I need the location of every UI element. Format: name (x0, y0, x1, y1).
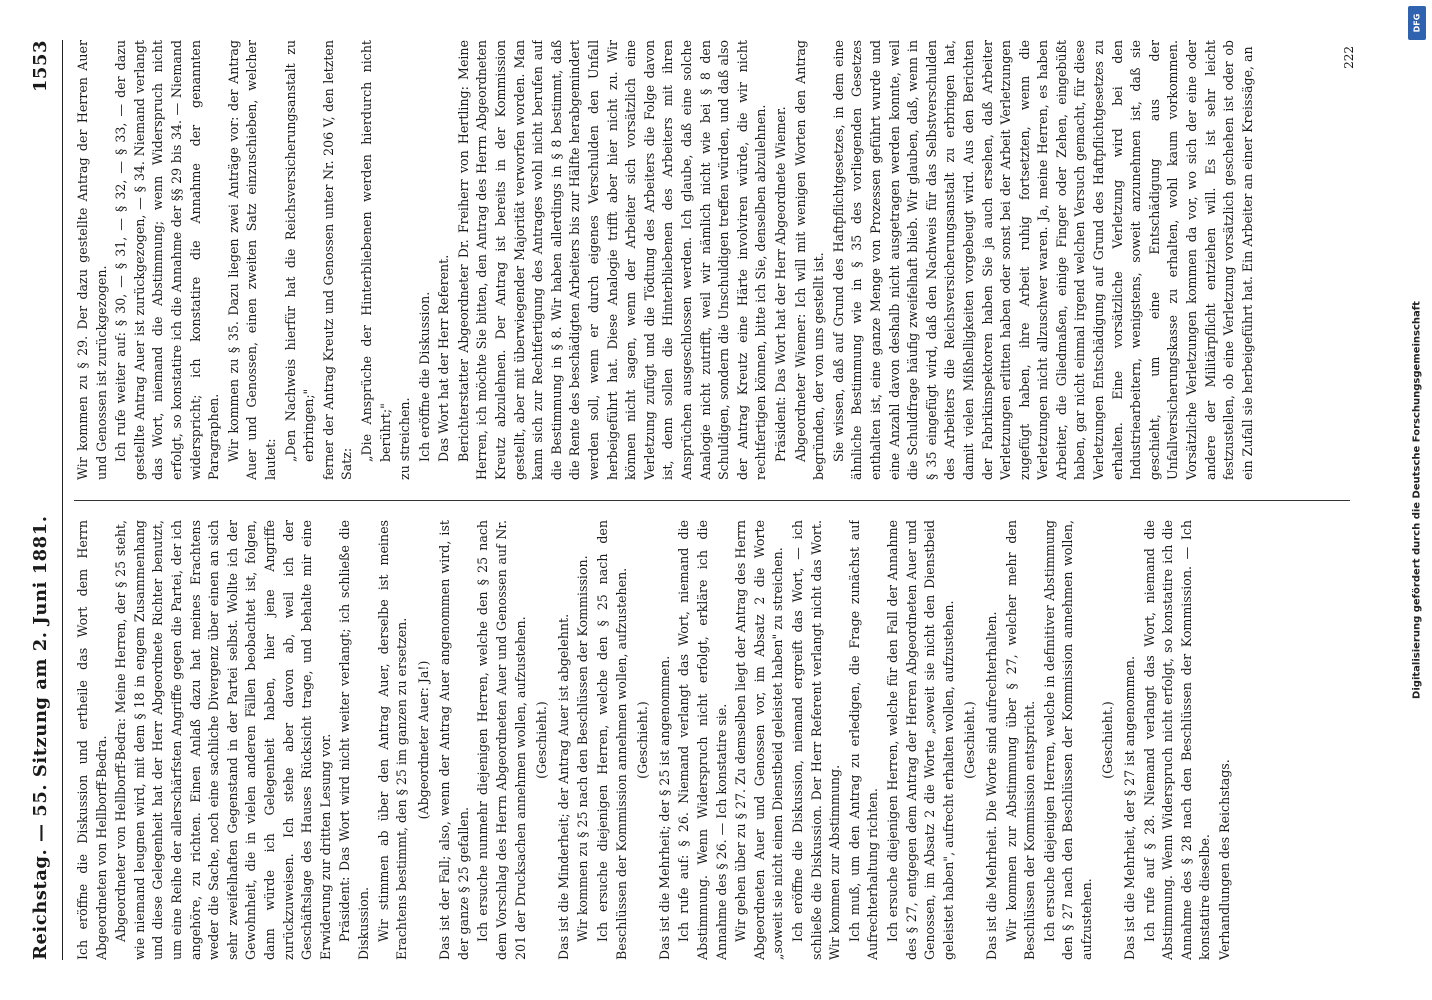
paragraph: Das ist die Mehrheit. Die Worte sind aufrechterhalten. (983, 611, 999, 960)
paragraph: Ich ersuche diejenigen Herren, welche den § 25 nach den Beschlüssen der Kommission annehmen wollen, aufzustehen. (595, 520, 629, 960)
paragraph: Sie wissen, daß auf Grund des Haftpflichtgesetzes, in dem eine ähnliche Bestimmung wie in § 35 des vorliegenden Gesetzes enthalten ist, eine ganze Menge von Prozessen geführt wurde und eine Anzahl davon deshalb nicht ausgetragen werden konnte, weil die Schuldfrage häufig zweifelhaft blieb. Wir glauben, daß, wenn in § 35 eingefügt wird, daß den Nachweis für das Selbstverschulden des Arbeiters die Reichsversicherungsanstalt zu erbringen hat, damit vielen Mißhelligkeiten vorgebeugt wird. Aus den Berichten der Fabrikinspektoren haben Sie ja auch ersehen, daß Arbeiter Verletzungen erlitten haben oder sonst bei der Arbeit Verletzungen zugefügt haben, ihre Arbeit ruhig fortsetzten, wenn die Verletzungen nicht allzuschwer waren. Ja, meine Herren, es haben Arbeiter, die Gliedmaßen, einige Finger oder Zehen, eingebüßt haben, gar nicht einmal irgend welchen Versuch gemacht, für diese Verletzungen Entschädigung auf Grund des Haftpflichtgesetzes zu erhalten. Eine vorsätzliche Verletzung wird bei den Industriearbeitern, wenigstens, soweit anzunehmen ist, daß sie geschieht, um eine Entschädigung aus der Unfallversicherungskasse zu erhalten, wohl kaum vorkommen. Vorsätzliche Verletzungen kommen da vor, wo sich der eine oder andere der Militärpflicht entziehen will. Es ist sehr leicht festzustellen, ob eine Verletzung vorsätzlich geschehen ist oder ob ein Zufall sie herbeigeführt hat. Ein Arbeiter an einer Kreissäge, an (830, 40, 1255, 480)
paragraph: Präsident: Das Wort wird nicht weiter verlangt; ich schließe die Diskussion. (337, 520, 371, 960)
paragraph: ferner der Antrag Kreutz und Genossen unter Nr. 206 V, den letzten Satz: (320, 40, 355, 480)
paragraph: Berichterstatter Abgeordneter Dr. Freiherr von Hertling: Meine Herren, ich möchte Sie bitten, den Antrag des Herrn Abgeordneten Kreutz abzulehnen. Der Antrag ist bereits in der Kommission gestellt, aber mit überwiegender Majorität verworfen worden. Man kann sich zur Rechtfertigung des Antrages wohl nicht berufen auf die Bestimmung in § 8. Wir haben allerdings in § 8 bestimmt, daß die Rente des beschädigten Arbeiters bis zur Hälfte herabgemindert werden soll, wenn er durch eigenes Verschulden den Unfall herbeigeführt hat. Diese Analogie trifft aber hier nicht zu. Wir können nicht sagen, wenn der Arbeiter sich vorsätzlich eine Verletzung zufügt und die Tödtung des Arbeiters die Folge davon ist, denn sollen die Hinterbliebenen des Arbeiters mit ihren Ansprüchen ausgeschlossen werden. Ich glaube, daß eine solche Analogie nicht zutrifft, weil wir nämlich nicht wie bei § 8 den Schuldigen, sondern die Unschuldigen treffen würden, und daß also der Antrag Kreutz eine Härte involviren würde, die wir nicht rechtfertigen können, bitte ich Sie, denselben abzulehnen. (455, 40, 769, 480)
paragraph: Ich rufe weiter auf: § 30, — § 31, — § 32, — § 33, — der dazu gestellte Antrag Auer ist zurückgezogen, — § 34. Niemand verlangt das Wort, niemand die Abstimmung; wenn Widerspruch nicht erfolgt, so konstatire ich die Annahme der §§ 29 bis 34. — Niemand widerspricht; ich konstatire die Annahme der genannten Paragraphen. (113, 40, 222, 480)
paragraph: Wir gehen über zu § 27. Zu demselben liegt der Antrag des Herrn Abgeordneten Auer und Genossen vor, im Absatz 2 die Worte „soweit sie nicht einen Dienstbeid geleistet haben" zu streichen. (733, 520, 786, 960)
paragraph: Ich ersuche diejenigen Herren, welche in definitiver Abstimmung den § 27 nach den Beschlüssen der Kommission annehmen wollen, aufzustehen. (1041, 520, 1094, 960)
left-column (74, 520, 1360, 960)
dfg-logo: DFG (1408, 6, 1426, 40)
paragraph: Abgeordneter von Hellborff-Bedra: Meine Herren, der § 25 steht, wie niemand leugnen wird, mit dem § 18 in engem Zusammenhang und diese Gelegenheit hat der Herr Abgeordnete Richter benutzt, um eine Reihe der allerschärfsten Angriffe gegen die Partei, der ich angehöre, zu richten. Einen Anlaß dazu hat meines Erachtens weder die Sache, noch eine sachliche Divergenz über einen an sich sehr zweifelhaften Gegenstand in der Partei selbst. Wollte ich der Gewohnheit, die in vielen anderen Fällen beobachtet ist, folgen, dann würde ich Gelegenheit haben, hier jene Angriffe zurückzuweisen. Ich stehe aber davon ab, weil ich der Geschäftslage des Hauses Rücksicht trage, und behalte mir eine Erwiderung zur dritten Lesung vor. (113, 520, 333, 960)
header-rule (62, 40, 63, 960)
signature-mark: 222 (1342, 46, 1356, 69)
paragraph: Präsident: Das Wort hat der Herr Abgeordnete Wiemer. (772, 106, 788, 462)
paragraph: Wir kommen zu § 35. Dazu liegen zwei Anträge vor: der Antrag Auer und Genossen, einen zweiten Satz einzuschieben, welcher lautet: (225, 40, 278, 480)
paragraph: Verhandlungen des Reichstags. (1217, 759, 1233, 960)
paragraph: „Den Nachweis hierfür hat die Reichsversicherungsanstalt zu erbringen;" (282, 40, 317, 462)
paragraph: Ich eröffne die Diskussion. (416, 291, 432, 462)
paragraph: Das ist die Mehrheit, der § 27 ist angenommen. (1122, 655, 1138, 960)
paragraph: Ich rufe auf § 28. Niemand verlangt das Wort, niemand die Abstimmung. Wenn Widerspruch nicht erfolgt, so konstatire ich die Annahme des § 28 nach den Beschlüssen der Kommission. — Ich konstatire dieselbe. (1141, 520, 1213, 960)
paragraph: (Geschieht.) (1100, 701, 1116, 779)
page-number: 1553 (30, 40, 51, 93)
paragraph: (Abgeordneter Auer: Ja!) (415, 660, 431, 820)
paragraph: Wir kommen zur Abstimmung über § 27, welcher mehr den Beschlüssen der Kommission entspricht. (1003, 520, 1038, 960)
paragraph: Abgeordneter Wiemer: Ich will mit wenigen Worten den Antrag begründen, der von uns gestellt ist. (792, 40, 827, 480)
paragraph: Wir kommen zu § 25 nach den Beschlüssen der Kommission. (575, 555, 591, 942)
paragraph: (Geschieht.) (635, 701, 651, 779)
paragraph: (Geschieht.) (534, 701, 550, 779)
paragraph: „Die Ansprüche der Hinterbliebenen werden hierdurch nicht berührt;" (358, 40, 393, 462)
paragraph: Ich ersuche diejenigen Herren, welche für den Fall der Annahme des § 27, entgegen dem Antrag der Herren Abgeordneten Auer und Genossen, im Absatz 2 die Worte „soweit sie nicht den Dienstbeid geleistet haben", aufrecht erhalten wollen, aufzustehen. (884, 520, 956, 960)
paragraph: Ich eröffne die Diskussion und ertheile das Wort dem Herrn Abgeordneten von Hellborff-Bedra. (75, 520, 109, 960)
paragraph: Das ist die Mehrheit; der § 25 ist angenommen. (656, 655, 672, 960)
paragraph: Das ist der Fall; also, wenn der Antrag Auer angenommen wird, ist der ganze § 25 gefallen. (437, 520, 471, 960)
page (30, 40, 1360, 960)
paragraph: zu streichen. (397, 397, 413, 480)
paragraph: (Geschieht.) (962, 701, 978, 779)
paragraph: Das ist die Minderheit; der Antrag Auer ist abgelehnt. (555, 613, 571, 960)
paragraph: Das Wort hat der Herr Referent. (436, 254, 452, 462)
right-column (74, 40, 1360, 480)
digitisation-banner (1404, 0, 1430, 1000)
page-header (30, 40, 60, 960)
paragraph: Ich ersuche nunmehr diejenigen Herren, welche den § 25 nach dem Vorschlag des Herrn Abgeordneten Auer und Genossen auf Nr. 201 der Drucksachen annehmen wollen, aufzustehen. (475, 520, 528, 960)
column-divider (74, 500, 1350, 501)
running-title: Reichstag. — 55. Sitzung am 2. Juni 1881. (30, 515, 51, 960)
paragraph: Ich eröffne die Diskussion, niemand ergreift das Wort, — ich schließe die Diskussion. Der Herr Referent verlangt nicht das Wort. Wir kommen zur Abstimmung. (789, 520, 843, 960)
paragraph: Ich rufe auf: § 26. Niemand verlangt das Wort, niemand die Abstimmung. Wenn Widerspruch nicht erfolgt, erkläre ich die Annahme des § 26. — Ich konstatire sie. (676, 520, 729, 960)
paragraph: Wir kommen zu § 29. Der dazu gestellte Antrag der Herren Auer und Genossen ist zurückgezogen. (75, 40, 109, 480)
digitisation-note: Digitalisierung gefördert durch die Deutsche Forschungsgemeinschaft (1411, 301, 1423, 699)
paragraph: Wir stimmen ab über den Antrag Auer, derselbe ist meines Erachtens bestimmt, den § 25 im ganzen zu ersetzen. (375, 520, 410, 960)
paragraph: Ich muß, um den Antrag zu erledigen, die Frage zunächst auf Aufrechterhaltung richten. (846, 520, 881, 960)
